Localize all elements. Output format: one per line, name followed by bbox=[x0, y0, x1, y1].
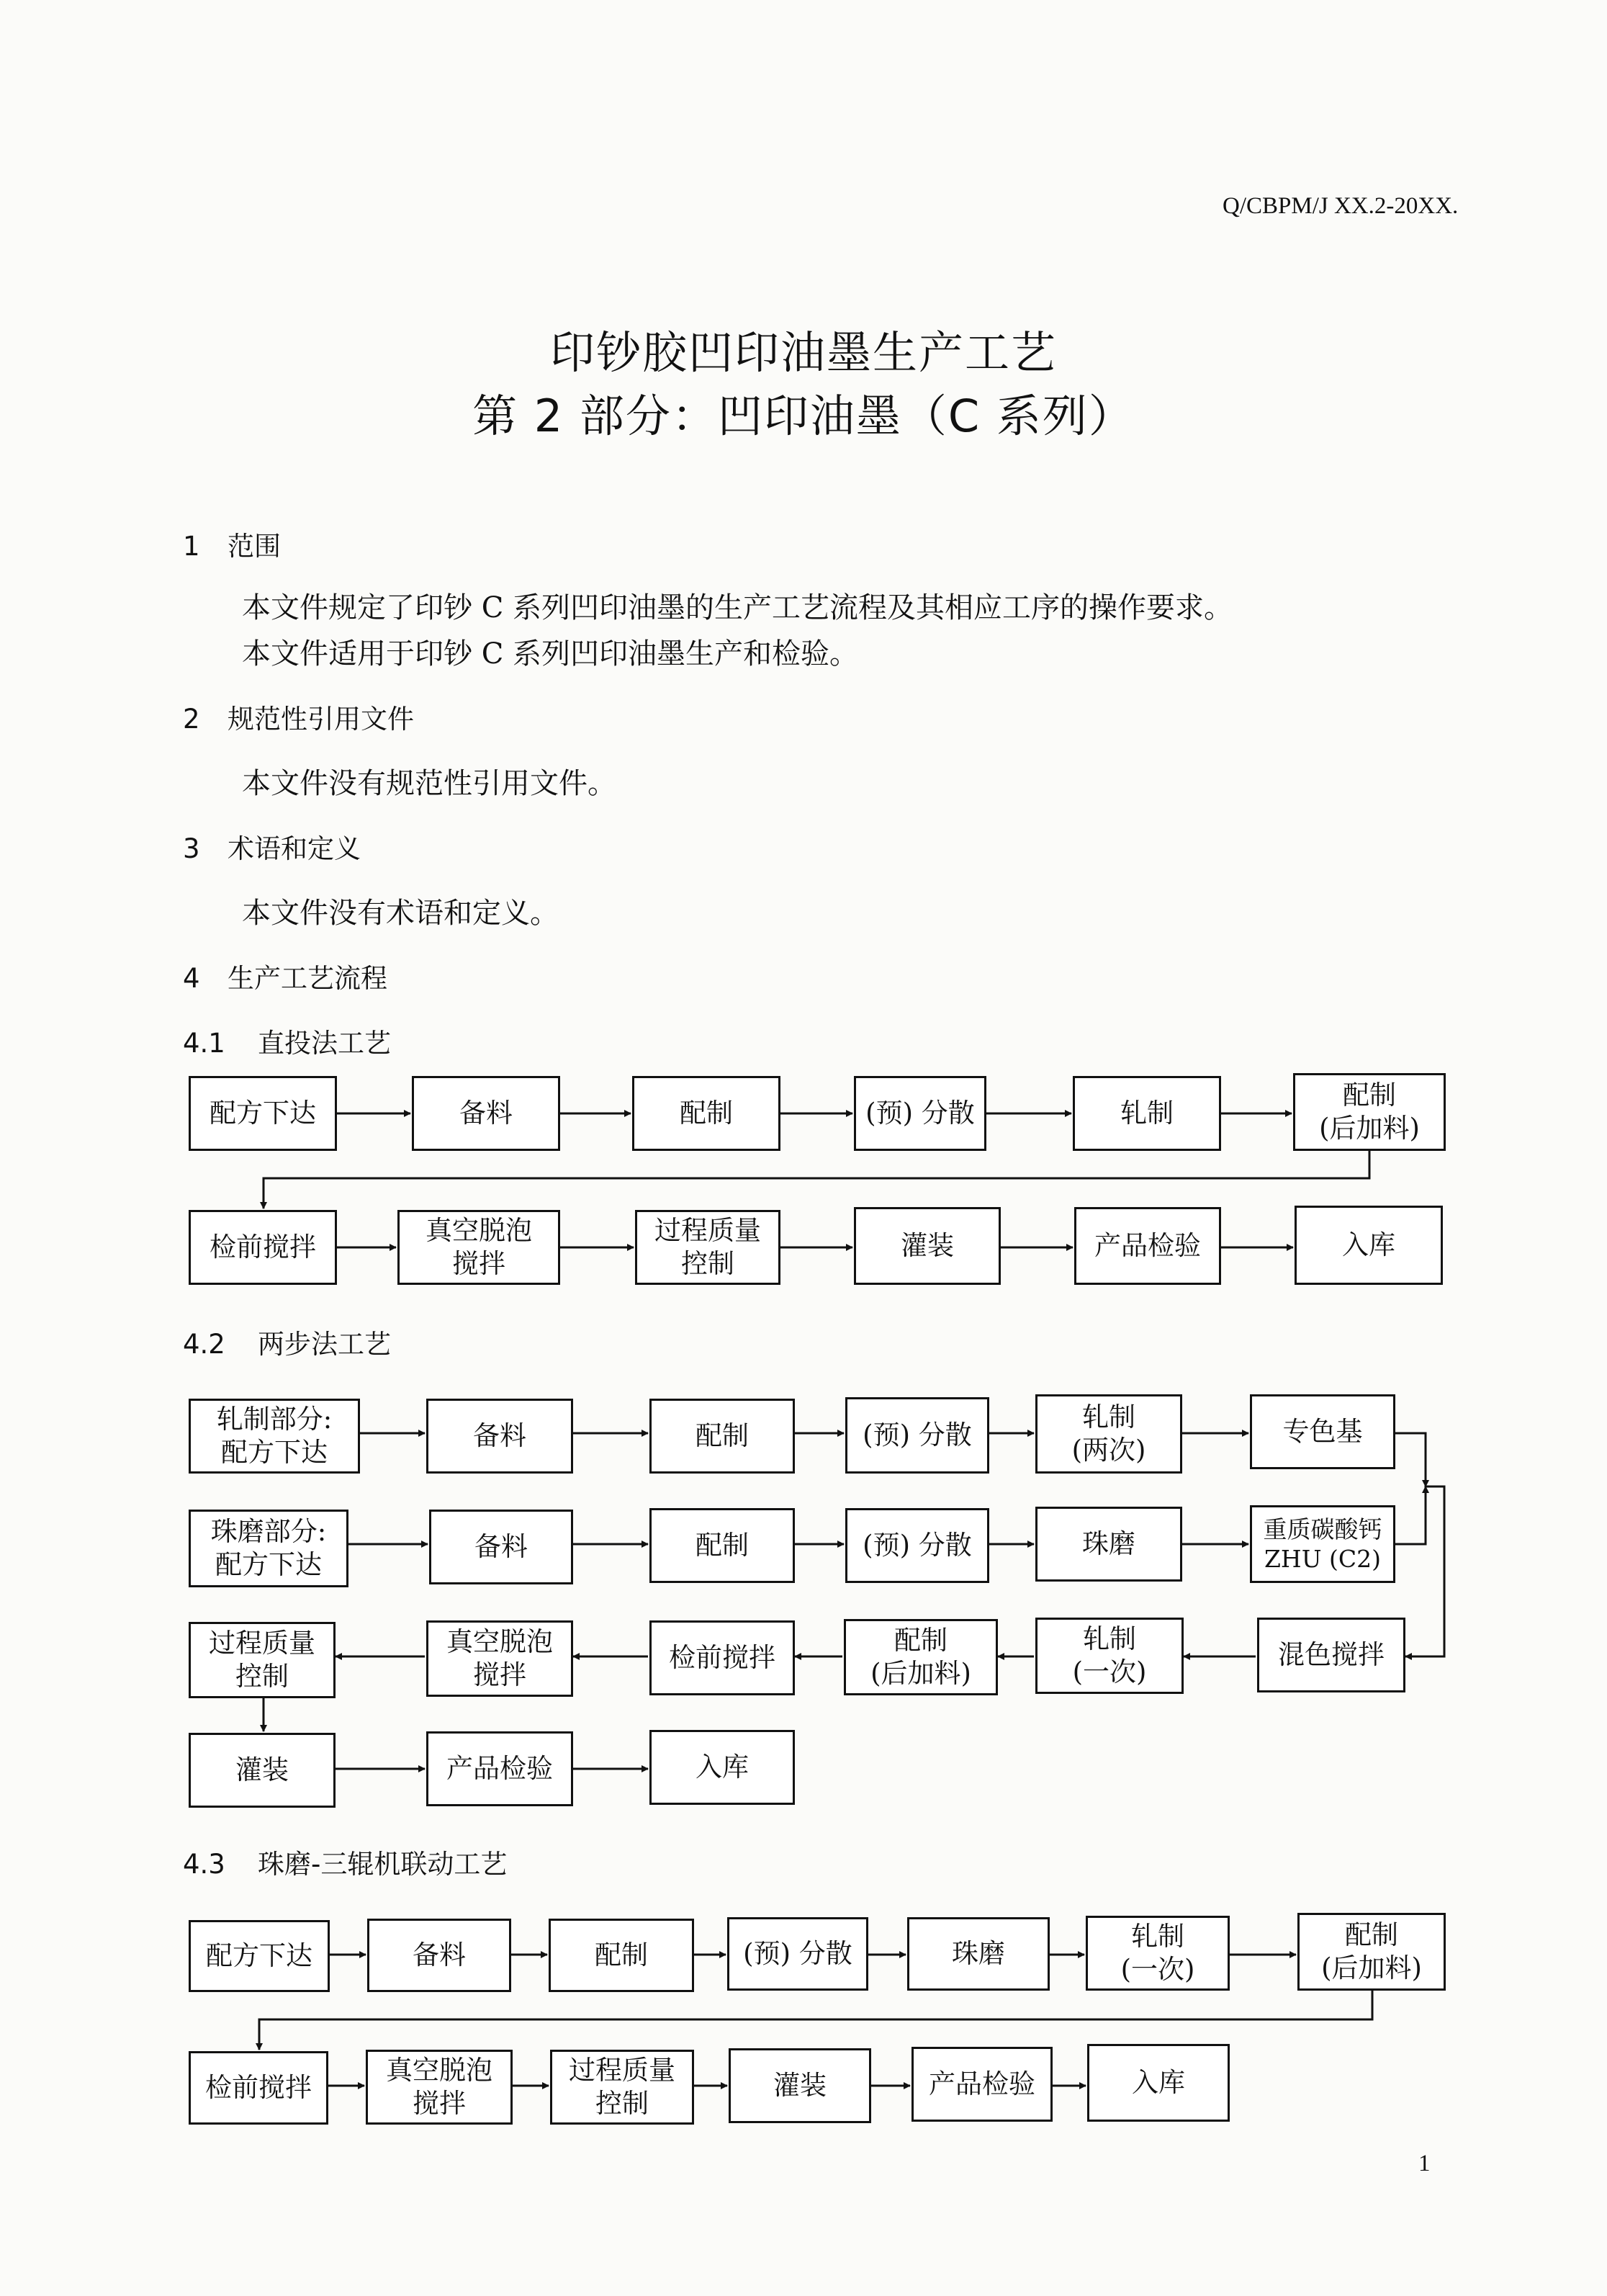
flow-4-2-arrows bbox=[264, 1433, 1444, 1769]
flow-node-pre-inspection-stirring: 检前搅拌 bbox=[189, 2051, 328, 2125]
paragraph: 本文件规定了印钞 C 系列凹印油墨的生产工艺流程及其相应工序的操作要求。 bbox=[242, 591, 1233, 624]
flow-node-mixing: 配制 bbox=[649, 1508, 795, 1583]
flow-node-post-additive-mixing: 配制 (后加料) bbox=[1297, 1913, 1446, 1991]
flow-node-rolling-twice: 轧制 (两次) bbox=[1035, 1394, 1182, 1474]
flow-node-formula-issued: 配方下达 bbox=[189, 1076, 337, 1151]
flow-node-heavy-calcium-carbonate: 重质碳酸钙 ZHU (C2) bbox=[1250, 1505, 1395, 1583]
flow-node-warehousing: 入库 bbox=[1295, 1206, 1443, 1285]
document-title: 印钞胶凹印油墨生产工艺 bbox=[549, 326, 1057, 379]
flow-node-process-qc: 过程质量 控制 bbox=[189, 1622, 336, 1698]
flow-node-process-qc: 过程质量 控制 bbox=[550, 2050, 694, 2125]
flow-node-formula-issued: 配方下达 bbox=[189, 1920, 330, 1992]
flow-node-product-inspection: 产品检验 bbox=[1074, 1207, 1221, 1285]
section-title: 生产工艺流程 bbox=[228, 963, 387, 994]
flow-node-vacuum-deaeration: 真空脱泡 搅拌 bbox=[426, 1620, 573, 1697]
flow-node-process-qc: 过程质量 控制 bbox=[635, 1210, 780, 1285]
flow-node-pre-inspection-stirring: 检前搅拌 bbox=[189, 1210, 337, 1285]
flow-node-vacuum-deaeration: 真空脱泡 搅拌 bbox=[366, 2050, 513, 2125]
flow-node-bead-milling: 珠磨 bbox=[1035, 1507, 1182, 1582]
flow-node-rolling-once: 轧制 (一次) bbox=[1035, 1618, 1184, 1694]
subsection-number: 4.2 bbox=[183, 1329, 225, 1360]
flow-node-product-inspection: 产品检验 bbox=[911, 2047, 1053, 2122]
flow-node-pre-dispersion: (预) 分散 bbox=[854, 1076, 986, 1151]
flow-node-rolling: 轧制 bbox=[1073, 1076, 1221, 1151]
flow-node-material-prep: 备料 bbox=[429, 1510, 573, 1584]
flow-node-rolling-part-formula: 轧制部分: 配方下达 bbox=[189, 1399, 360, 1474]
flow-node-material-prep: 备料 bbox=[367, 1919, 511, 1992]
flow-node-warehousing: 入库 bbox=[649, 1730, 795, 1805]
subsection-title: 两步法工艺 bbox=[258, 1329, 391, 1360]
subsection-number: 4.3 bbox=[183, 1849, 225, 1880]
document-code: Q/CBPM/J XX.2-20XX. bbox=[1223, 193, 1459, 219]
page-number: 1 bbox=[1418, 2151, 1431, 2176]
flow-node-material-prep: 备料 bbox=[426, 1399, 573, 1474]
flow-node-bead-mill-part-formula: 珠磨部分: 配方下达 bbox=[189, 1510, 348, 1587]
section-number: 4 bbox=[183, 963, 200, 994]
section-title: 规范性引用文件 bbox=[228, 704, 414, 735]
flow-node-post-additive-mixing: 配制 (后加料) bbox=[1293, 1073, 1446, 1151]
flow-node-color-mixing-stirring: 混色搅拌 bbox=[1257, 1618, 1405, 1692]
paragraph: 本文件没有规范性引用文件。 bbox=[242, 767, 616, 800]
flow-node-filling: 灌装 bbox=[189, 1733, 336, 1808]
flow-node-mixing: 配制 bbox=[632, 1076, 780, 1151]
flow-node-pre-dispersion: (预) 分散 bbox=[727, 1917, 868, 1991]
section-title: 术语和定义 bbox=[228, 833, 361, 864]
document-subtitle: 第 2 部分：凹印油墨（C 系列） bbox=[472, 390, 1135, 442]
flow-node-mixing: 配制 bbox=[549, 1919, 694, 1992]
flow-node-mixing: 配制 bbox=[649, 1399, 795, 1474]
subsection-title: 珠磨-三辊机联动工艺 bbox=[258, 1849, 508, 1880]
subsection-title: 直投法工艺 bbox=[258, 1028, 391, 1059]
flow-node-filling: 灌装 bbox=[729, 2048, 871, 2123]
flow-node-material-prep: 备料 bbox=[412, 1076, 560, 1151]
paragraph: 本文件适用于印钞 C 系列凹印油墨生产和检验。 bbox=[242, 637, 859, 671]
section-number: 1 bbox=[183, 531, 200, 562]
flow-node-vacuum-deaeration: 真空脱泡 搅拌 bbox=[397, 1210, 560, 1285]
flow-node-filling: 灌装 bbox=[854, 1207, 1001, 1285]
flow-node-warehousing: 入库 bbox=[1087, 2044, 1230, 2122]
flow-node-rolling-once: 轧制 (一次) bbox=[1086, 1916, 1230, 1991]
flow-node-product-inspection: 产品检验 bbox=[426, 1731, 573, 1806]
flow-node-bead-milling: 珠磨 bbox=[907, 1917, 1050, 1991]
section-title: 范围 bbox=[228, 531, 281, 562]
subsection-number: 4.1 bbox=[183, 1028, 225, 1059]
flow-node-spot-color-base: 专色基 bbox=[1250, 1394, 1395, 1469]
flow-node-pre-inspection-stirring: 检前搅拌 bbox=[649, 1620, 795, 1695]
flow-node-pre-dispersion: (预) 分散 bbox=[845, 1508, 989, 1583]
section-number: 2 bbox=[183, 704, 200, 735]
section-number: 3 bbox=[183, 833, 200, 864]
flow-node-post-additive-mixing: 配制 (后加料) bbox=[844, 1619, 998, 1695]
flow-node-pre-dispersion: (预) 分散 bbox=[845, 1397, 989, 1474]
paragraph: 本文件没有术语和定义。 bbox=[242, 897, 559, 930]
